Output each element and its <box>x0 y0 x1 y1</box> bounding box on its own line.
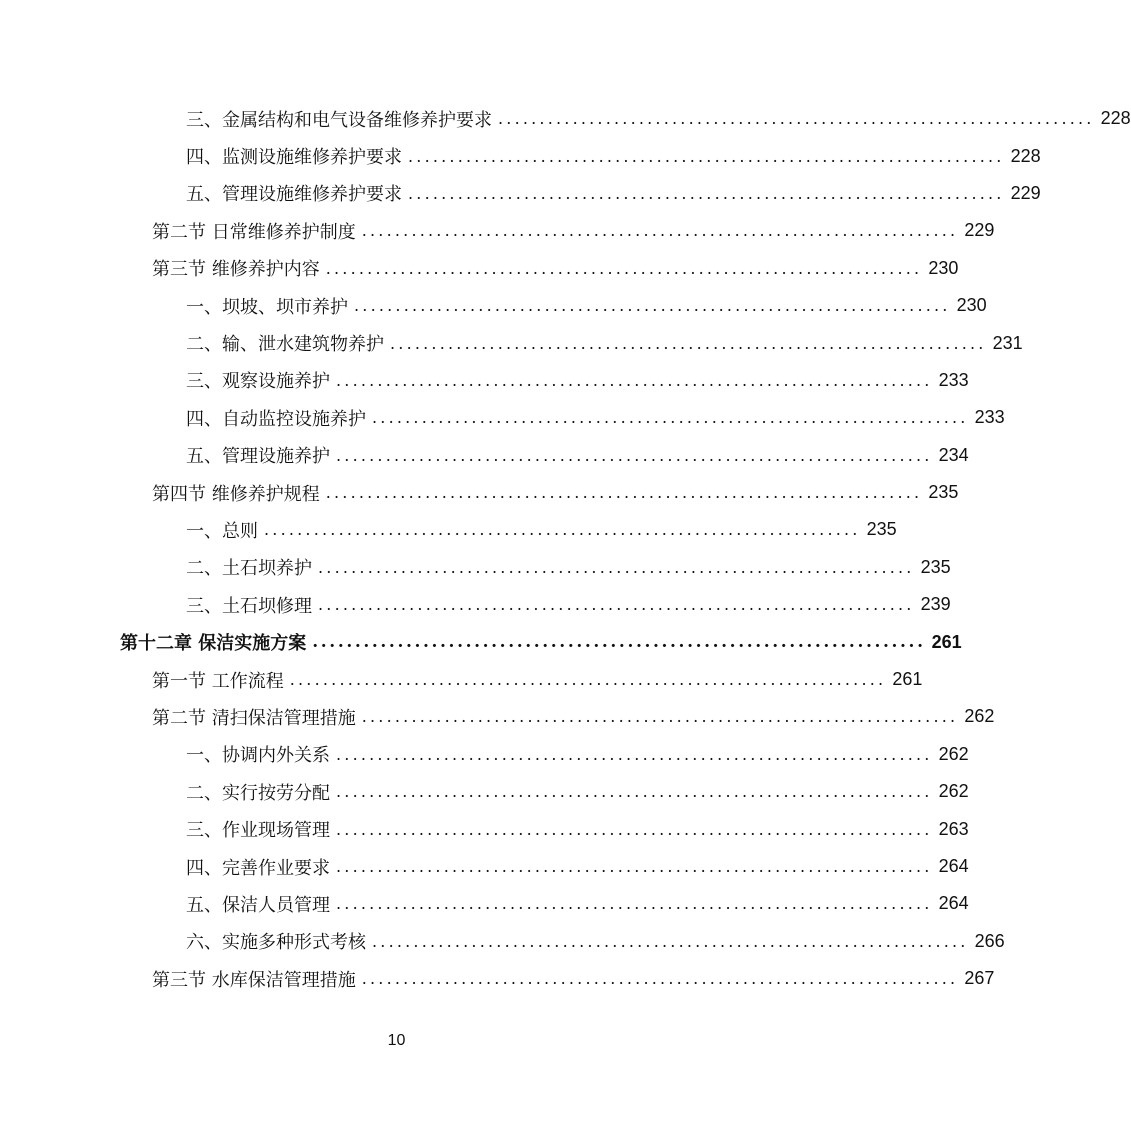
toc-entry[interactable] <box>0 885 969 922</box>
toc-entry[interactable] <box>0 250 959 287</box>
toc-entry-title: 五、管理设施养护 <box>186 446 330 468</box>
toc-dot-leader: ........................................................................ <box>354 296 951 316</box>
toc-entry[interactable] <box>0 399 1005 436</box>
toc-dot-leader: ........................................................................ <box>336 744 933 764</box>
toc-entry-title: 四、完善作业要求 <box>186 857 330 879</box>
toc-entry-title: 第一节 工作流程 <box>152 670 284 692</box>
toc-dot-leader: ........................................................................ <box>318 595 915 615</box>
toc-dot-leader: ........................................................................ <box>336 370 933 390</box>
toc-dot-leader: ........................................................................ <box>336 857 933 876</box>
toc-entry[interactable] <box>0 549 951 586</box>
toc-entry-title: 五、保洁人员管理 <box>186 894 330 916</box>
toc-entry[interactable] <box>0 212 995 249</box>
toc-entry-page: 230 <box>956 295 987 316</box>
toc-entry[interactable] <box>0 324 1023 361</box>
toc-entry-page: 235 <box>928 482 959 503</box>
toc-entry[interactable] <box>0 923 1005 960</box>
toc-dot-leader: ........................................................................ <box>498 109 1095 129</box>
toc-entry-page: 229 <box>964 220 995 241</box>
toc-entry-title: 三、观察设施养护 <box>186 371 330 393</box>
toc-dot-leader: ........................................................................ <box>325 258 923 278</box>
toc-dot-leader: ........................................................................ <box>408 146 1005 166</box>
toc-dot-leader: ........................................................................ <box>390 333 987 353</box>
toc-entry-page: 262 <box>964 706 995 727</box>
toc-entry-title: 二、土石坝养护 <box>186 558 312 580</box>
toc-entry-page: 267 <box>964 968 995 989</box>
toc-entry-title: 二、实行按劳分配 <box>186 782 330 804</box>
toc-dot-leader: ........................................................................ <box>336 819 933 839</box>
toc-entry[interactable] <box>0 698 995 735</box>
toc-dot-leader: ........................................................................ <box>372 408 969 428</box>
toc-entry-title: 五、管理设施维修养护要求 <box>186 184 402 206</box>
toc-entry-title: 一、协调内外关系 <box>186 745 330 767</box>
toc-dot-leader: ........................................................................ <box>361 969 959 989</box>
toc-entry-page: 261 <box>892 669 923 690</box>
toc-entry-title: 三、作业现场管理 <box>186 820 330 842</box>
toc-entry-page: 228 <box>1010 145 1041 166</box>
toc-entry-title: 六、实施多种形式考核 <box>186 932 366 954</box>
toc-entry-title: 第三节 维修养护内容 <box>152 259 320 281</box>
toc-dot-leader: ........................................................................ <box>372 931 969 951</box>
toc-entry[interactable] <box>0 848 969 885</box>
toc-entry-title: 三、土石坝修理 <box>186 595 312 617</box>
toc-entry-title: 一、坝坡、坝市养护 <box>186 296 348 318</box>
toc-entry-title: 第二节 清扫保洁管理措施 <box>152 707 356 729</box>
toc-entry-page: 235 <box>920 556 951 577</box>
toc-entry[interactable] <box>0 474 959 511</box>
toc-dot-leader: ........................................................................ <box>264 520 861 540</box>
toc-entry-title: 二、输、泄水建筑物养护 <box>186 334 384 356</box>
toc-entry-page: 262 <box>938 743 969 764</box>
toc-entry[interactable] <box>0 175 1041 212</box>
toc-entry-title: 第十二章 保洁实施方案 <box>120 633 307 655</box>
toc-dot-leader: ........................................................................ <box>336 894 933 914</box>
toc-entry-page: 233 <box>974 407 1005 428</box>
toc-entry[interactable] <box>0 437 969 474</box>
toc-entry-page: 235 <box>866 519 897 540</box>
toc-dot-leader: ........................................................................ <box>289 670 887 690</box>
toc-dot-leader: ........................................................................ <box>325 483 923 503</box>
toc-entry-page: 228 <box>1100 108 1131 129</box>
toc-dot-leader: ........................................................................ <box>336 445 933 465</box>
toc-dot-leader: ........................................................................ <box>336 782 933 802</box>
toc-entry-page: 261 <box>931 631 962 652</box>
toc-entry[interactable] <box>0 960 995 997</box>
toc-entry[interactable] <box>0 362 969 399</box>
toc-chapter-entry[interactable] <box>0 623 962 660</box>
toc-entry-page: 263 <box>938 818 969 839</box>
toc-entry-page: 266 <box>974 930 1005 951</box>
toc-entry-page: 264 <box>938 856 969 876</box>
toc-entry-page: 233 <box>938 369 969 390</box>
toc-dot-leader: ........................................................................ <box>361 221 959 241</box>
toc-entry-page: 239 <box>920 594 951 615</box>
toc-dot-leader: ........................................................................ <box>318 557 915 577</box>
toc-entry-page: 264 <box>938 893 969 914</box>
toc-entry-page: 230 <box>928 257 959 278</box>
toc-entry[interactable] <box>0 773 969 810</box>
toc-entry[interactable] <box>0 511 897 548</box>
toc-entry[interactable] <box>0 100 1131 137</box>
toc-entry-page: 262 <box>938 781 969 802</box>
table-of-contents <box>0 100 1131 997</box>
toc-dot-leader: ........................................................................ <box>312 632 926 653</box>
toc-entry-title: 第二节 日常维修养护制度 <box>152 221 356 243</box>
toc-entry[interactable] <box>0 810 969 847</box>
toc-entry[interactable] <box>0 661 923 698</box>
toc-entry-title: 三、金属结构和电气设备维修养护要求 <box>186 109 492 131</box>
toc-dot-leader: ........................................................................ <box>361 707 959 727</box>
toc-entry-title: 第四节 维修养护规程 <box>152 483 320 505</box>
toc-entry[interactable] <box>0 586 951 623</box>
toc-entry-page: 229 <box>1010 182 1041 203</box>
page-number: 10 <box>387 1032 406 1049</box>
toc-entry-title: 一、总则 <box>186 520 258 542</box>
toc-entry[interactable] <box>0 287 987 324</box>
toc-entry[interactable] <box>0 736 969 773</box>
toc-entry-page: 231 <box>992 332 1023 353</box>
toc-entry-page: 234 <box>938 444 969 465</box>
toc-entry-title: 四、监测设施维修养护要求 <box>186 147 402 169</box>
toc-entry[interactable] <box>0 137 1041 174</box>
toc-entry-title: 四、自动监控设施养护 <box>186 408 366 430</box>
toc-entry-title: 第三节 水库保洁管理措施 <box>152 969 356 991</box>
toc-dot-leader: ........................................................................ <box>408 183 1005 203</box>
